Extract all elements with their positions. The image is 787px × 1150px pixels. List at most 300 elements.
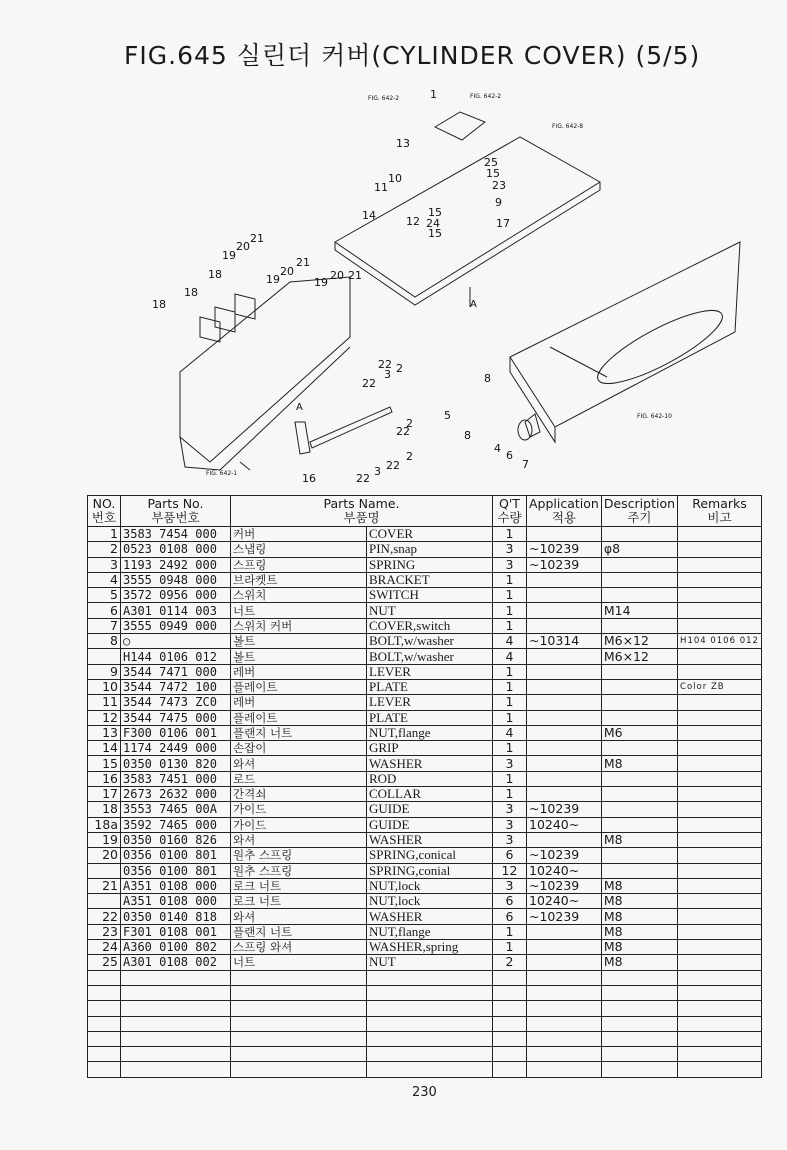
page-number: 230 [412,1085,437,1100]
cell-kn: 간격쇠 [231,787,367,802]
cell-q: 1 [493,940,527,955]
cell-en: COLLAR [367,787,493,802]
cell-de [601,679,677,694]
cell-pn: 3544 7472 100 [121,679,231,694]
exploded-parts-diagram [140,82,760,492]
cell-ap [527,771,602,786]
callout-12: 12 [406,215,420,228]
cell-re [678,527,762,542]
cell-q: 1 [493,924,527,939]
table-row [88,955,762,970]
cell-en: GUIDE [367,802,493,817]
cell-en: BOLT,w/washer [367,634,493,649]
cell-kn: 볼트 [231,634,367,649]
cell-pn [121,1062,231,1077]
header-remarks: Remarks 비고 [678,496,762,527]
cell-en: GUIDE [367,817,493,832]
cell-q: 1 [493,771,527,786]
cell-kn: 와셔 [231,909,367,924]
callout-15-a: 15 [428,206,442,219]
cell-kn: 플랜지 너트 [231,924,367,939]
cell-pn: 3583 7451 000 [121,771,231,786]
callout-11: 11 [374,181,388,194]
cell-no: 16 [88,771,121,786]
table-row [88,894,762,909]
cell-no: 12 [88,710,121,725]
cell-no: 25 [88,955,121,970]
cell-pn: 0350 0130 820 [121,756,231,771]
callout-7: 7 [522,458,529,471]
cell-ap: ~10239 [527,802,602,817]
cell-re [678,572,762,587]
cell-en: SPRING [367,557,493,572]
cell-en: GRIP [367,741,493,756]
cell-no [88,649,121,664]
cell-re [678,832,762,847]
cell-kn: 손잡이 [231,741,367,756]
callout-2-a: 2 [396,362,403,375]
cell-q: 6 [493,909,527,924]
callout-20-b: 20 [280,265,294,278]
cell-de: M8 [601,924,677,939]
callout-25: 25 [484,156,498,169]
ref-label-642-8: FIG. 642-8 [552,123,584,130]
callout-3-b: 3 [374,465,381,478]
cell-en: BRACKET [367,572,493,587]
cell-kn: 로크 너트 [231,878,367,893]
cell-re [678,588,762,603]
marker-a-top: A [470,299,477,310]
table-row [88,634,762,649]
cell-q [493,985,527,1000]
cell-q: 1 [493,527,527,542]
cell-pn [121,1031,231,1046]
cell-pn: 0523 0108 000 [121,542,231,557]
callout-22-e: 22 [356,472,370,485]
cell-pn: ○ [121,634,231,649]
cell-en: NUT,flange [367,924,493,939]
cell-pn: 2673 2632 000 [121,787,231,802]
cell-kn [231,985,367,1000]
cell-pn: 0350 0160 826 [121,832,231,847]
parts-table [87,495,762,1078]
cell-ap: 10240~ [527,894,602,909]
cell-kn [231,970,367,985]
cell-ap [527,588,602,603]
cell-ap [527,1031,602,1046]
cell-kn: 로드 [231,771,367,786]
cell-en: WASHER [367,909,493,924]
callout-2-b: 2 [406,417,413,430]
callout-22-b: 22 [362,377,376,390]
cell-ap: ~10239 [527,557,602,572]
cell-re [678,955,762,970]
cell-re [678,603,762,618]
table-row [88,787,762,802]
callout-3-a: 3 [384,368,391,381]
cell-ap [527,787,602,802]
cell-no: 23 [88,924,121,939]
table-row [88,741,762,756]
table-row [88,940,762,955]
cell-de [601,527,677,542]
cell-ap: ~10239 [527,909,602,924]
cell-no: 15 [88,756,121,771]
cell-kn: 플레이트 [231,710,367,725]
cell-de [601,664,677,679]
cell-kn [231,1016,367,1031]
cell-kn: 가이드 [231,817,367,832]
cell-en [367,985,493,1000]
cell-de [601,618,677,633]
cell-no: 18 [88,802,121,817]
cell-ap: ~10239 [527,878,602,893]
cell-q: 1 [493,695,527,710]
table-row [88,924,762,939]
cell-re [678,664,762,679]
cell-re [678,863,762,878]
cell-kn: 스프링 와셔 [231,940,367,955]
cell-kn: 와셔 [231,756,367,771]
cell-no [88,1047,121,1062]
cell-kn: 브라켓트 [231,572,367,587]
cell-no [88,1016,121,1031]
callout-14: 14 [362,209,376,222]
cell-no: 20 [88,848,121,863]
cell-ap [527,572,602,587]
cell-q: 12 [493,863,527,878]
cell-re: H104 0106 012 [678,634,762,649]
cell-en [367,1001,493,1016]
callout-6: 6 [506,449,513,462]
cell-kn: 가이드 [231,802,367,817]
cell-kn: 스프링 [231,557,367,572]
table-row [88,1062,762,1077]
cell-ap: ~10239 [527,848,602,863]
cell-de [601,771,677,786]
cell-ap [527,603,602,618]
table-row [88,603,762,618]
cell-re [678,771,762,786]
cell-q: 1 [493,710,527,725]
cell-re [678,1031,762,1046]
cell-pn: 3555 0949 000 [121,618,231,633]
cell-pn: 3544 7471 000 [121,664,231,679]
cell-pn: 3572 0956 000 [121,588,231,603]
cell-ap [527,725,602,740]
table-row [88,817,762,832]
cell-re [678,985,762,1000]
cell-q: 3 [493,878,527,893]
table-row [88,618,762,633]
cell-pn: 3553 7465 00A [121,802,231,817]
cell-de [601,1001,677,1016]
cell-de [601,863,677,878]
cell-en: LEVER [367,664,493,679]
cell-de [601,802,677,817]
cell-pn: 3544 7473 ZC0 [121,695,231,710]
cell-kn: 볼트 [231,649,367,664]
cell-re [678,787,762,802]
cell-no: 1 [88,527,121,542]
cell-q: 1 [493,572,527,587]
cell-kn: 스위치 [231,588,367,603]
cell-q: 3 [493,542,527,557]
cell-q [493,1047,527,1062]
cell-no: 10 [88,679,121,694]
ref-label-642-2-a: FIG. 642-2 [368,95,400,102]
cell-kn [231,1047,367,1062]
cell-no [88,1031,121,1046]
cell-kn: 원추 스프링 [231,863,367,878]
cell-pn: A360 0100 802 [121,940,231,955]
cell-re [678,557,762,572]
cell-pn [121,1047,231,1062]
cell-q: 4 [493,649,527,664]
cell-en: COVER,switch [367,618,493,633]
cell-en: PIN,snap [367,542,493,557]
cell-no: 6 [88,603,121,618]
cell-ap [527,1062,602,1077]
cell-de: M6×12 [601,649,677,664]
cell-de [601,1047,677,1062]
cell-en: SPRING,conical [367,848,493,863]
callout-18-b: 18 [184,286,198,299]
table-row [88,1047,762,1062]
cell-de: M8 [601,894,677,909]
header-application: Application 적용 [527,496,602,527]
callout-21-c: 21 [348,269,362,282]
cell-no: 13 [88,725,121,740]
cell-de [601,1016,677,1031]
cell-q: 6 [493,848,527,863]
cell-q: 3 [493,557,527,572]
table-row [88,756,762,771]
ref-label-642-2-b: FIG. 642-2 [470,93,502,100]
cell-de: M6 [601,725,677,740]
cell-en: SWITCH [367,588,493,603]
cell-no: 3 [88,557,121,572]
cell-de [601,787,677,802]
cell-ap [527,985,602,1000]
callout-4: 4 [494,442,501,455]
cell-ap [527,710,602,725]
cell-q: 4 [493,634,527,649]
cell-en: WASHER,spring [367,940,493,955]
header-parts-name: Parts Name. 부품명 [231,496,493,527]
cell-en: WASHER [367,756,493,771]
cell-re [678,725,762,740]
cell-ap: 10240~ [527,863,602,878]
cell-de [601,557,677,572]
cell-en: NUT,flange [367,725,493,740]
table-row [88,542,762,557]
cell-pn: 3555 0948 000 [121,572,231,587]
table-row [88,649,762,664]
table-row [88,832,762,847]
cell-en: NUT [367,955,493,970]
cell-pn: F301 0108 001 [121,924,231,939]
cell-no: 8 [88,634,121,649]
cell-q: 1 [493,741,527,756]
cell-en: NUT,lock [367,894,493,909]
cell-ap [527,1047,602,1062]
cell-kn: 원추 스프링 [231,848,367,863]
cell-no: 18a [88,817,121,832]
header-qty: Q'T 수량 [493,496,527,527]
cell-ap [527,695,602,710]
cell-de: φ8 [601,542,677,557]
table-row [88,527,762,542]
cell-pn: 3544 7475 000 [121,710,231,725]
cell-ap [527,1001,602,1016]
cell-kn: 와셔 [231,832,367,847]
cell-ap [527,756,602,771]
cell-ap [527,832,602,847]
cell-ap [527,527,602,542]
cell-de: M14 [601,603,677,618]
table-row [88,1001,762,1016]
callout-20-c: 20 [330,269,344,282]
cell-re [678,909,762,924]
table-row [88,878,762,893]
cell-kn [231,1001,367,1016]
cell-no: 11 [88,695,121,710]
cell-ap [527,664,602,679]
cell-re [678,1062,762,1077]
cell-ap: ~10239 [527,542,602,557]
cell-re [678,940,762,955]
marker-a-bottom: A [296,402,303,413]
cell-kn: 너트 [231,603,367,618]
cell-q: 1 [493,664,527,679]
table-row [88,725,762,740]
cell-de: M8 [601,832,677,847]
callout-18-a: 18 [208,268,222,281]
cell-kn: 스위치 커버 [231,618,367,633]
cell-en: WASHER [367,832,493,847]
cell-re [678,894,762,909]
cell-q: 1 [493,679,527,694]
cell-no [88,894,121,909]
cell-re [678,802,762,817]
cell-kn [231,1062,367,1077]
ref-label-642-10: FIG. 642-10 [637,413,672,420]
cell-q: 4 [493,725,527,740]
cell-kn: 레버 [231,664,367,679]
cell-pn: 1193 2492 000 [121,557,231,572]
cell-ap [527,679,602,694]
cell-no: 22 [88,909,121,924]
table-row [88,985,762,1000]
table-row [88,679,762,694]
cell-kn: 스냅링 [231,542,367,557]
table-row [88,848,762,863]
cell-kn: 레버 [231,695,367,710]
cell-de: M8 [601,940,677,955]
cell-de [601,848,677,863]
cell-ap: 10240~ [527,817,602,832]
cell-en [367,970,493,985]
rod-shape [310,407,392,448]
cell-no [88,985,121,1000]
cell-en [367,1047,493,1062]
cell-no: 19 [88,832,121,847]
table-row [88,1031,762,1046]
cell-de [601,710,677,725]
cell-no: 7 [88,618,121,633]
callout-5: 5 [444,409,451,422]
cell-en: PLATE [367,679,493,694]
callout-22-d: 22 [386,459,400,472]
cell-re [678,924,762,939]
cell-pn: A301 0114 003 [121,603,231,618]
cell-q [493,970,527,985]
cell-kn: 플레이트 [231,679,367,694]
cell-ap [527,970,602,985]
cell-q: 3 [493,756,527,771]
table-header-row [88,496,762,527]
table-row [88,695,762,710]
cell-ap [527,924,602,939]
cell-q: 1 [493,603,527,618]
callout-23: 23 [492,179,506,192]
callout-21-b: 21 [296,256,310,269]
cell-no: 14 [88,741,121,756]
callout-8-b: 8 [464,429,471,442]
cell-q: 1 [493,618,527,633]
cell-re [678,756,762,771]
table-row [88,664,762,679]
cell-q: 1 [493,588,527,603]
cell-ap [527,940,602,955]
cell-pn: 0356 0100 801 [121,863,231,878]
cell-en: LEVER [367,695,493,710]
ref-label-642-1: FIG. 642-1 [206,470,238,477]
callout-15-c: 15 [486,167,500,180]
cell-pn: A301 0108 002 [121,955,231,970]
cell-kn: 플랜지 너트 [231,725,367,740]
cell-q [493,1016,527,1031]
right-frame-shape [510,242,740,427]
cell-en: NUT,lock [367,878,493,893]
cell-re [678,817,762,832]
callout-2-c: 2 [406,450,413,463]
callout-15-b: 15 [428,227,442,240]
cell-de [601,572,677,587]
cell-re [678,542,762,557]
cell-no [88,1001,121,1016]
cell-no: 24 [88,940,121,955]
cell-en: BOLT,w/washer [367,649,493,664]
header-no: NO. 번호 [88,496,121,527]
cell-re [678,1016,762,1031]
cell-kn [231,1031,367,1046]
callout-24: 24 [426,217,440,230]
cell-q: 6 [493,894,527,909]
cell-pn: 3592 7465 000 [121,817,231,832]
cell-pn: 3583 7454 000 [121,527,231,542]
left-bracket-shape [180,277,350,462]
cell-re [678,695,762,710]
cell-q: 3 [493,817,527,832]
cell-en: COVER [367,527,493,542]
page-title: FIG.645 실린더 커버(CYLINDER COVER) (5/5) [124,41,701,70]
cell-pn: 0350 0140 818 [121,909,231,924]
callout-10: 10 [388,172,402,185]
cell-q [493,1031,527,1046]
cell-q: 3 [493,802,527,817]
